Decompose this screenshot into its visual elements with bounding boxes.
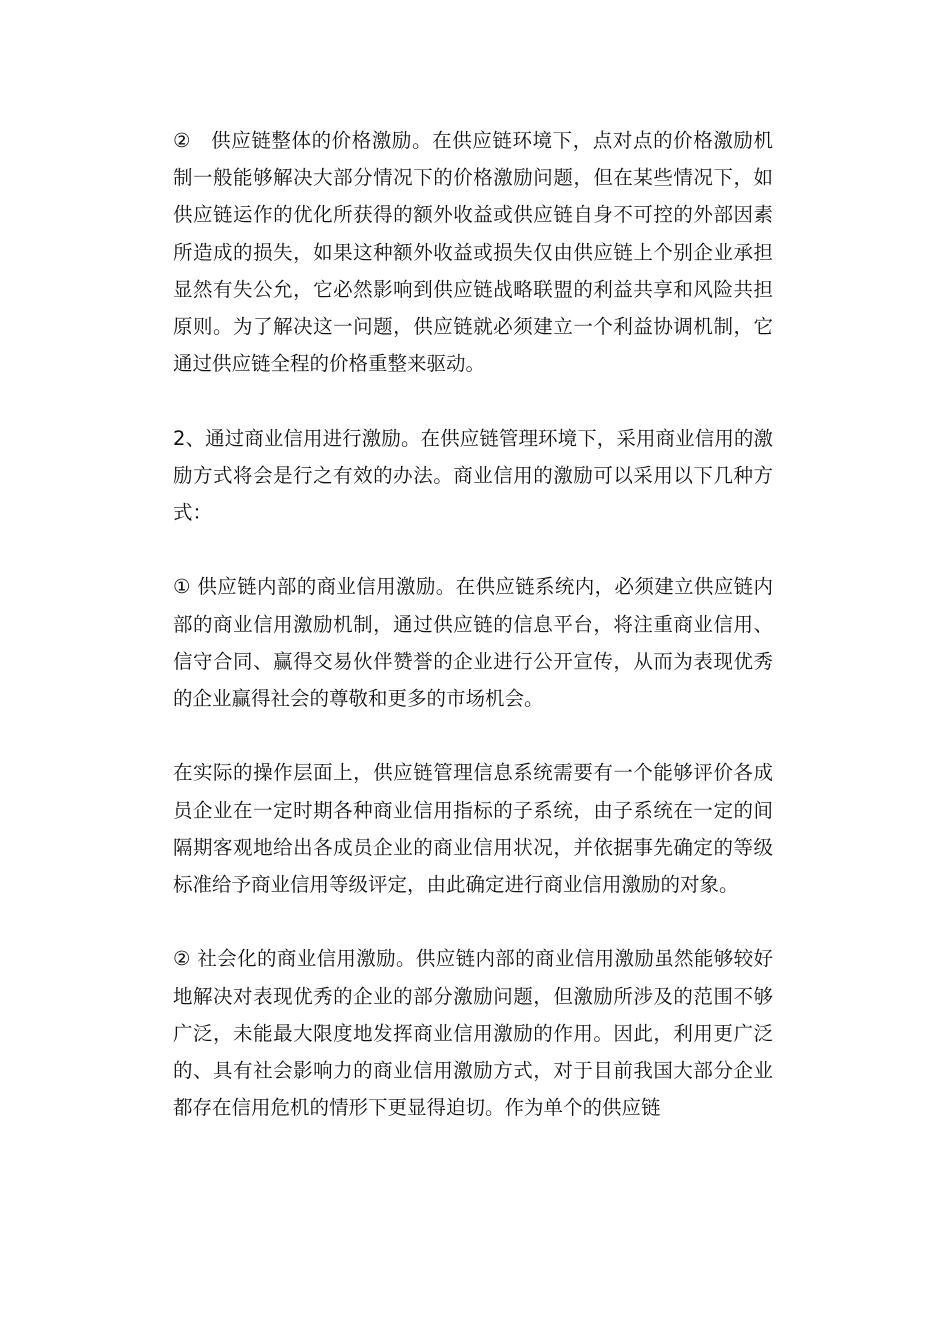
paragraph-internal-credit-incentive: ① 供应链内部的商业信用激励。在供应链系统内，必须建立供应链内部的商业信用激励机制，通过供应链的信息平台，将注重商业信用、信守合同、赢得交易伙伴赞誉的企业进行公开宣传，从而为表现优秀的企业赢得社会的尊敬和更多的市场机会。	[173, 575, 773, 711]
document-body	[173, 122, 773, 1164]
paragraph-social-credit-incentive: ② 社会化的商业信用激励。供应链内部的商业信用激励虽然能够较好地解决对表现优秀的企业的部分激励问题，但激励所涉及的范围不够广泛，未能最大限度地发挥商业信用激励的作用。因此，利用更广泛的、具有社会影响力的商业信用激励方式，对于目前我国大部分企业都存在信用危机的情形下更显得迫切。作为单个的供应链	[173, 947, 773, 1120]
paragraph-commercial-credit-incentive: 2、通过商业信用进行激励。在供应链管理环境下，采用商业信用的激励方式将会是行之有效的办法。商业信用的激励可以采用以下几种方式：	[173, 426, 773, 525]
paragraph-operational-level: 在实际的操作层面上，供应链管理信息系统需要有一个能够评价各成员企业在一定时期各种商业信用指标的子系统，由子系统在一定的间隔期客观地给出各成员企业的商业信用状况，并依据事先确定的等级标准给予商业信用等级评定，由此确定进行商业信用激励的对象。	[173, 761, 773, 897]
paragraph-overall-price-incentive: ② 供应链整体的价格激励。在供应链环境下，点对点的价格激励机制一般能够解决大部分情况下的价格激励问题，但在某些情况下，如供应链运作的优化所获得的额外收益或供应链自身不可控的外部因素所造成的损失，如果这种额外收益或损失仅由供应链上个别企业承担显然有失公允，它必然影响到供应链战略联盟的利益共享和风险共担原则。为了解决这一问题，供应链就必须建立一个利益协调机制，它通过供应链全程的价格重整来驱动。	[173, 129, 773, 376]
